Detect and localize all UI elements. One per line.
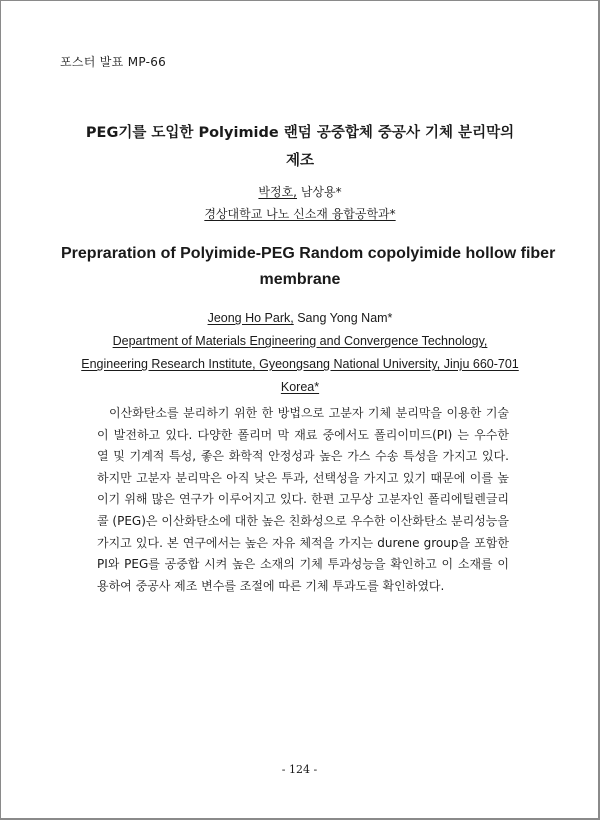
english-title <box>61 241 556 293</box>
abstract-line: 이 발전하고 있다. 다양한 폴리머 막 재료 중에서도 폴리이미드(PI) 는 우수한 <box>97 427 509 442</box>
abstract-line: 열 및 기계적 특성, 좋은 화학적 안정성과 높은 가스 수송 특성을 가지고 있다. <box>97 449 509 464</box>
session-label: 포스터 발표 MP-66 <box>60 55 167 69</box>
abstract-body <box>97 403 509 597</box>
abstract-line: 이기 위해 많은 연구가 이루어지고 있다. 한편 고무상 고분자인 폴리에틸렌글리 <box>97 492 509 507</box>
english-title-line-2: membrane <box>259 271 341 288</box>
english-presenting-author: Jeong Ho Park, <box>207 311 294 325</box>
english-authors-block <box>61 307 539 399</box>
page-number: - 124 - <box>281 763 318 776</box>
korean-presenting-author: 박정호, <box>258 185 297 199</box>
english-affiliation-line-2: Engineering Research Institute, Gyeongsang National University, Jinju 660-701 <box>81 357 519 371</box>
abstract-line: 하지만 고분자 분리막은 아직 낮은 투과, 선택성을 가지고 있기 때문에 이를 높 <box>97 470 509 485</box>
english-affiliation-line-3: Korea* <box>280 380 320 394</box>
document-page <box>1 1 598 818</box>
korean-title <box>61 119 539 175</box>
korean-authors-block <box>61 181 539 225</box>
abstract-line: 이산화탄소를 분리하기 위한 한 방법으로 고분자 기체 분리막을 이용한 기술 <box>109 406 509 420</box>
english-coauthor: Sang Yong Nam* <box>293 311 393 325</box>
korean-coauthor: 남상용* <box>297 185 342 199</box>
english-authors <box>61 307 539 330</box>
abstract-line: 콜 (PEG)은 이산화탄소에 대한 높은 친화성으로 우수한 이산화탄소 분리성능을 <box>97 513 509 528</box>
abstract-line: PI와 PEG를 공중합 시켜 높은 소재의 기체 투과성능을 확인하고 이 소재를 이 <box>97 557 509 572</box>
korean-title-line-1: PEG기를 도입한 Polyimide 랜덤 공중합체 중공사 기체 분리막의 <box>85 125 515 141</box>
english-affiliation-line-1: Department of Materials Engineering and Convergence Technology, <box>112 334 488 348</box>
english-title-line-1: Prepraration of Polyimide-PEG Random copolyimide hollow fiber <box>61 245 556 262</box>
korean-authors <box>61 181 539 203</box>
abstract-line: 가지고 있다. 본 연구에서는 높은 자유 체적을 가지는 durene group을 포함한 <box>97 535 509 550</box>
korean-affiliation: 경상대학교 나노 신소재 융합공학과* <box>204 207 396 221</box>
abstract-line: 용하여 중공사 제조 변수를 조절에 따른 기체 투과도를 확인하였다. <box>97 578 445 593</box>
korean-title-line-2: 제조 <box>285 153 314 169</box>
